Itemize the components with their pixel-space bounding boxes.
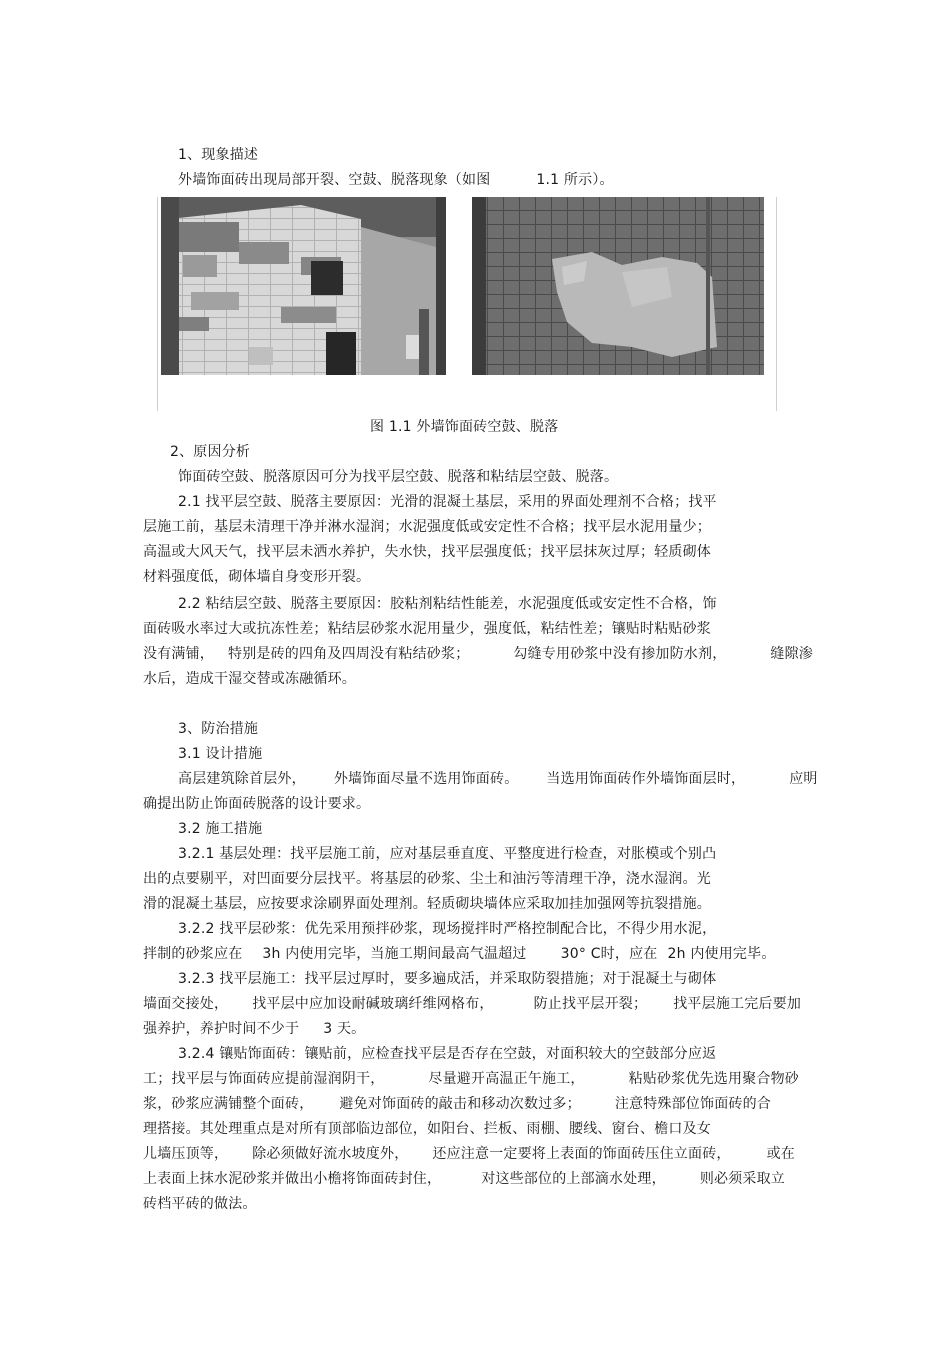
- paragraph-line: 3.2.1 基层处理：找平层施工前，应对基层垂直度、平整度进行检查，对胀模或个别凸: [178, 846, 717, 862]
- text-run: 3h 内使用完毕，当施工期间最高气温超过: [262, 946, 527, 962]
- text-run: 找平层中应加设耐碱玻璃纤维网格布，: [252, 996, 494, 1012]
- paragraph-line: 3.2.3 找平层施工：找平层过厚时，要多遍成活，并采取防裂措施；对于混凝土与砌体: [178, 971, 717, 987]
- subsection-title-3-1: 3.1 设计措施: [178, 746, 263, 762]
- paragraph-2-intro: 饰面砖空鼓、脱落原因可分为找平层空鼓、脱落和粘结层空鼓、脱落。: [178, 469, 619, 485]
- section-heading-1: 1、现象描述: [178, 147, 259, 163]
- text-run: 外墙饰面尽量不选用饰面砖。: [333, 771, 519, 787]
- text-run: 防止找平层开裂；: [533, 996, 648, 1012]
- figure-1-1: [157, 197, 777, 411]
- text-run: 1.1 所示）。: [536, 172, 614, 188]
- paragraph-line: [143, 645, 813, 663]
- paragraph-line: [143, 995, 801, 1013]
- text-run: 外墙饰面砖出现局部开裂、空鼓、脱落现象（如图: [178, 172, 491, 188]
- text-run: 粘贴砂浆优先选用聚合物砂: [628, 1071, 800, 1087]
- text-run: 3 天。: [323, 1021, 366, 1037]
- section-heading-3: 3、防治措施: [178, 721, 259, 737]
- text-run: 注意特殊部位饰面砖的合: [614, 1096, 772, 1112]
- text-run: 墙面交接处，: [143, 996, 229, 1012]
- paragraph-line: 理搭接。其处理重点是对所有顶部临边部位，如阳台、拦板、雨棚、腰线、窗台、檐口及女: [143, 1121, 711, 1137]
- text-run: 工；找平层与饰面砖应提前湿润阴干，: [143, 1071, 385, 1087]
- text-run: 缝隙渗: [770, 646, 814, 662]
- text-run: 浆，砂浆应满铺整个面砖，: [143, 1096, 314, 1112]
- text-run: 或在: [766, 1146, 796, 1162]
- text-run: 没有满铺，: [143, 646, 214, 662]
- paragraph-line: 材料强度低，砌体墙自身变形开裂。: [143, 569, 371, 585]
- paragraph-line: [143, 1095, 771, 1113]
- text-run: 找平层施工完后要加: [673, 996, 802, 1012]
- text-run: 应明: [789, 771, 818, 787]
- paragraph-line: 高温或大风天气，找平层未洒水养护，失水快，找平层强度低；找平层抹灰过厚；轻质砌体: [143, 544, 711, 560]
- paragraph-line: 面砖吸水率过大或抗冻性差；粘结层砂浆水泥用量少，强度低，粘结性差；镶贴时粘贴砂浆: [143, 621, 711, 637]
- paragraph-line: 滑的混凝土基层，应按要求涂刷界面处理剂。轻质砌块墙体应采取加挂加强网等抗裂措施。: [143, 896, 711, 912]
- text-run: 强养护，养护时间不少于: [143, 1021, 300, 1037]
- paragraph-line: 3.2.2 找平层砂浆：优先采用预拌砂浆，现场搅拌时严格控制配合比，不得少用水泥，: [178, 921, 717, 937]
- text-run: 勾缝专用砂浆中没有掺加防水剂，: [513, 646, 727, 662]
- paragraph-line: 3.2.4 镶贴饰面砖：镶贴前，应检查找平层是否存在空鼓，对面积较大的空鼓部分应返: [178, 1046, 717, 1062]
- text-run: 上表面上抹水泥砂浆并做出小檐将饰面砖封住，: [143, 1171, 442, 1187]
- paragraph-line: 出的点要剔平，对凹面要分层找平。将基层的砂浆、尘土和油污等清理干净，浇水湿润。光: [143, 871, 711, 887]
- text-run: 则必须采取立: [699, 1171, 786, 1187]
- paragraph-line: 确提出防止饰面砖脱落的设计要求。: [143, 796, 371, 812]
- paragraph-line: [143, 1020, 365, 1038]
- text-run: 特别是砖的四角及四周没有粘结砂浆；: [228, 646, 470, 662]
- text-run: 当选用饰面砖作外墙饰面层时，: [546, 771, 746, 787]
- text-run: 2h 内使用完毕。: [667, 946, 776, 962]
- section-heading-2: 2、原因分析: [170, 444, 251, 460]
- text-run: 还应注意一定要将上表面的饰面砖压住立面砖，: [432, 1146, 731, 1162]
- text-run: 30° C时，应在: [560, 946, 658, 962]
- paragraph-line: [143, 1145, 795, 1163]
- paragraph-line: 2.2 粘结层空鼓、脱落主要原因：胶粘剂粘结性能差，水泥强度低或安定性不合格，饰: [178, 596, 717, 612]
- figure-caption: 图 1.1 外墙饰面砖空鼓、脱落: [370, 419, 559, 435]
- paragraph-line: [178, 770, 818, 788]
- paragraph-line: [143, 1070, 799, 1088]
- paragraph-line: 砖档平砖的做法。: [143, 1196, 257, 1212]
- paragraph-line: 层施工前，基层未清理干净并淋水湿润；水泥强度低或安定性不合格；找平层水泥用量少；: [143, 519, 711, 535]
- text-run: 除必须做好流水坡度外，: [252, 1146, 409, 1162]
- paragraph-line: 水后，造成干湿交替或冻融循环。: [143, 671, 356, 687]
- text-run: 对这些部位的上部滴水处理，: [481, 1171, 666, 1187]
- text-run: 高层建筑除首层外，: [178, 771, 306, 787]
- text-run: 儿墙压顶等，: [143, 1146, 229, 1162]
- building-facade-photo: [161, 197, 446, 375]
- paragraph-line: 2.1 找平层空鼓、脱落主要原因：光滑的混凝土基层，采用的界面处理剂不合格；找平: [178, 494, 717, 510]
- paragraph-line: [143, 945, 776, 963]
- text-run: 尽量避开高温正午施工，: [428, 1071, 585, 1087]
- tile-detachment-photo: [472, 197, 764, 375]
- paragraph-intro: [178, 171, 614, 189]
- text-run: 拌制的砂浆应在: [143, 946, 243, 962]
- subsection-title-3-2: 3.2 施工措施: [178, 821, 263, 837]
- text-run: 避免对饰面砖的敲击和移动次数过多；: [339, 1096, 581, 1112]
- paragraph-line: [143, 1170, 785, 1188]
